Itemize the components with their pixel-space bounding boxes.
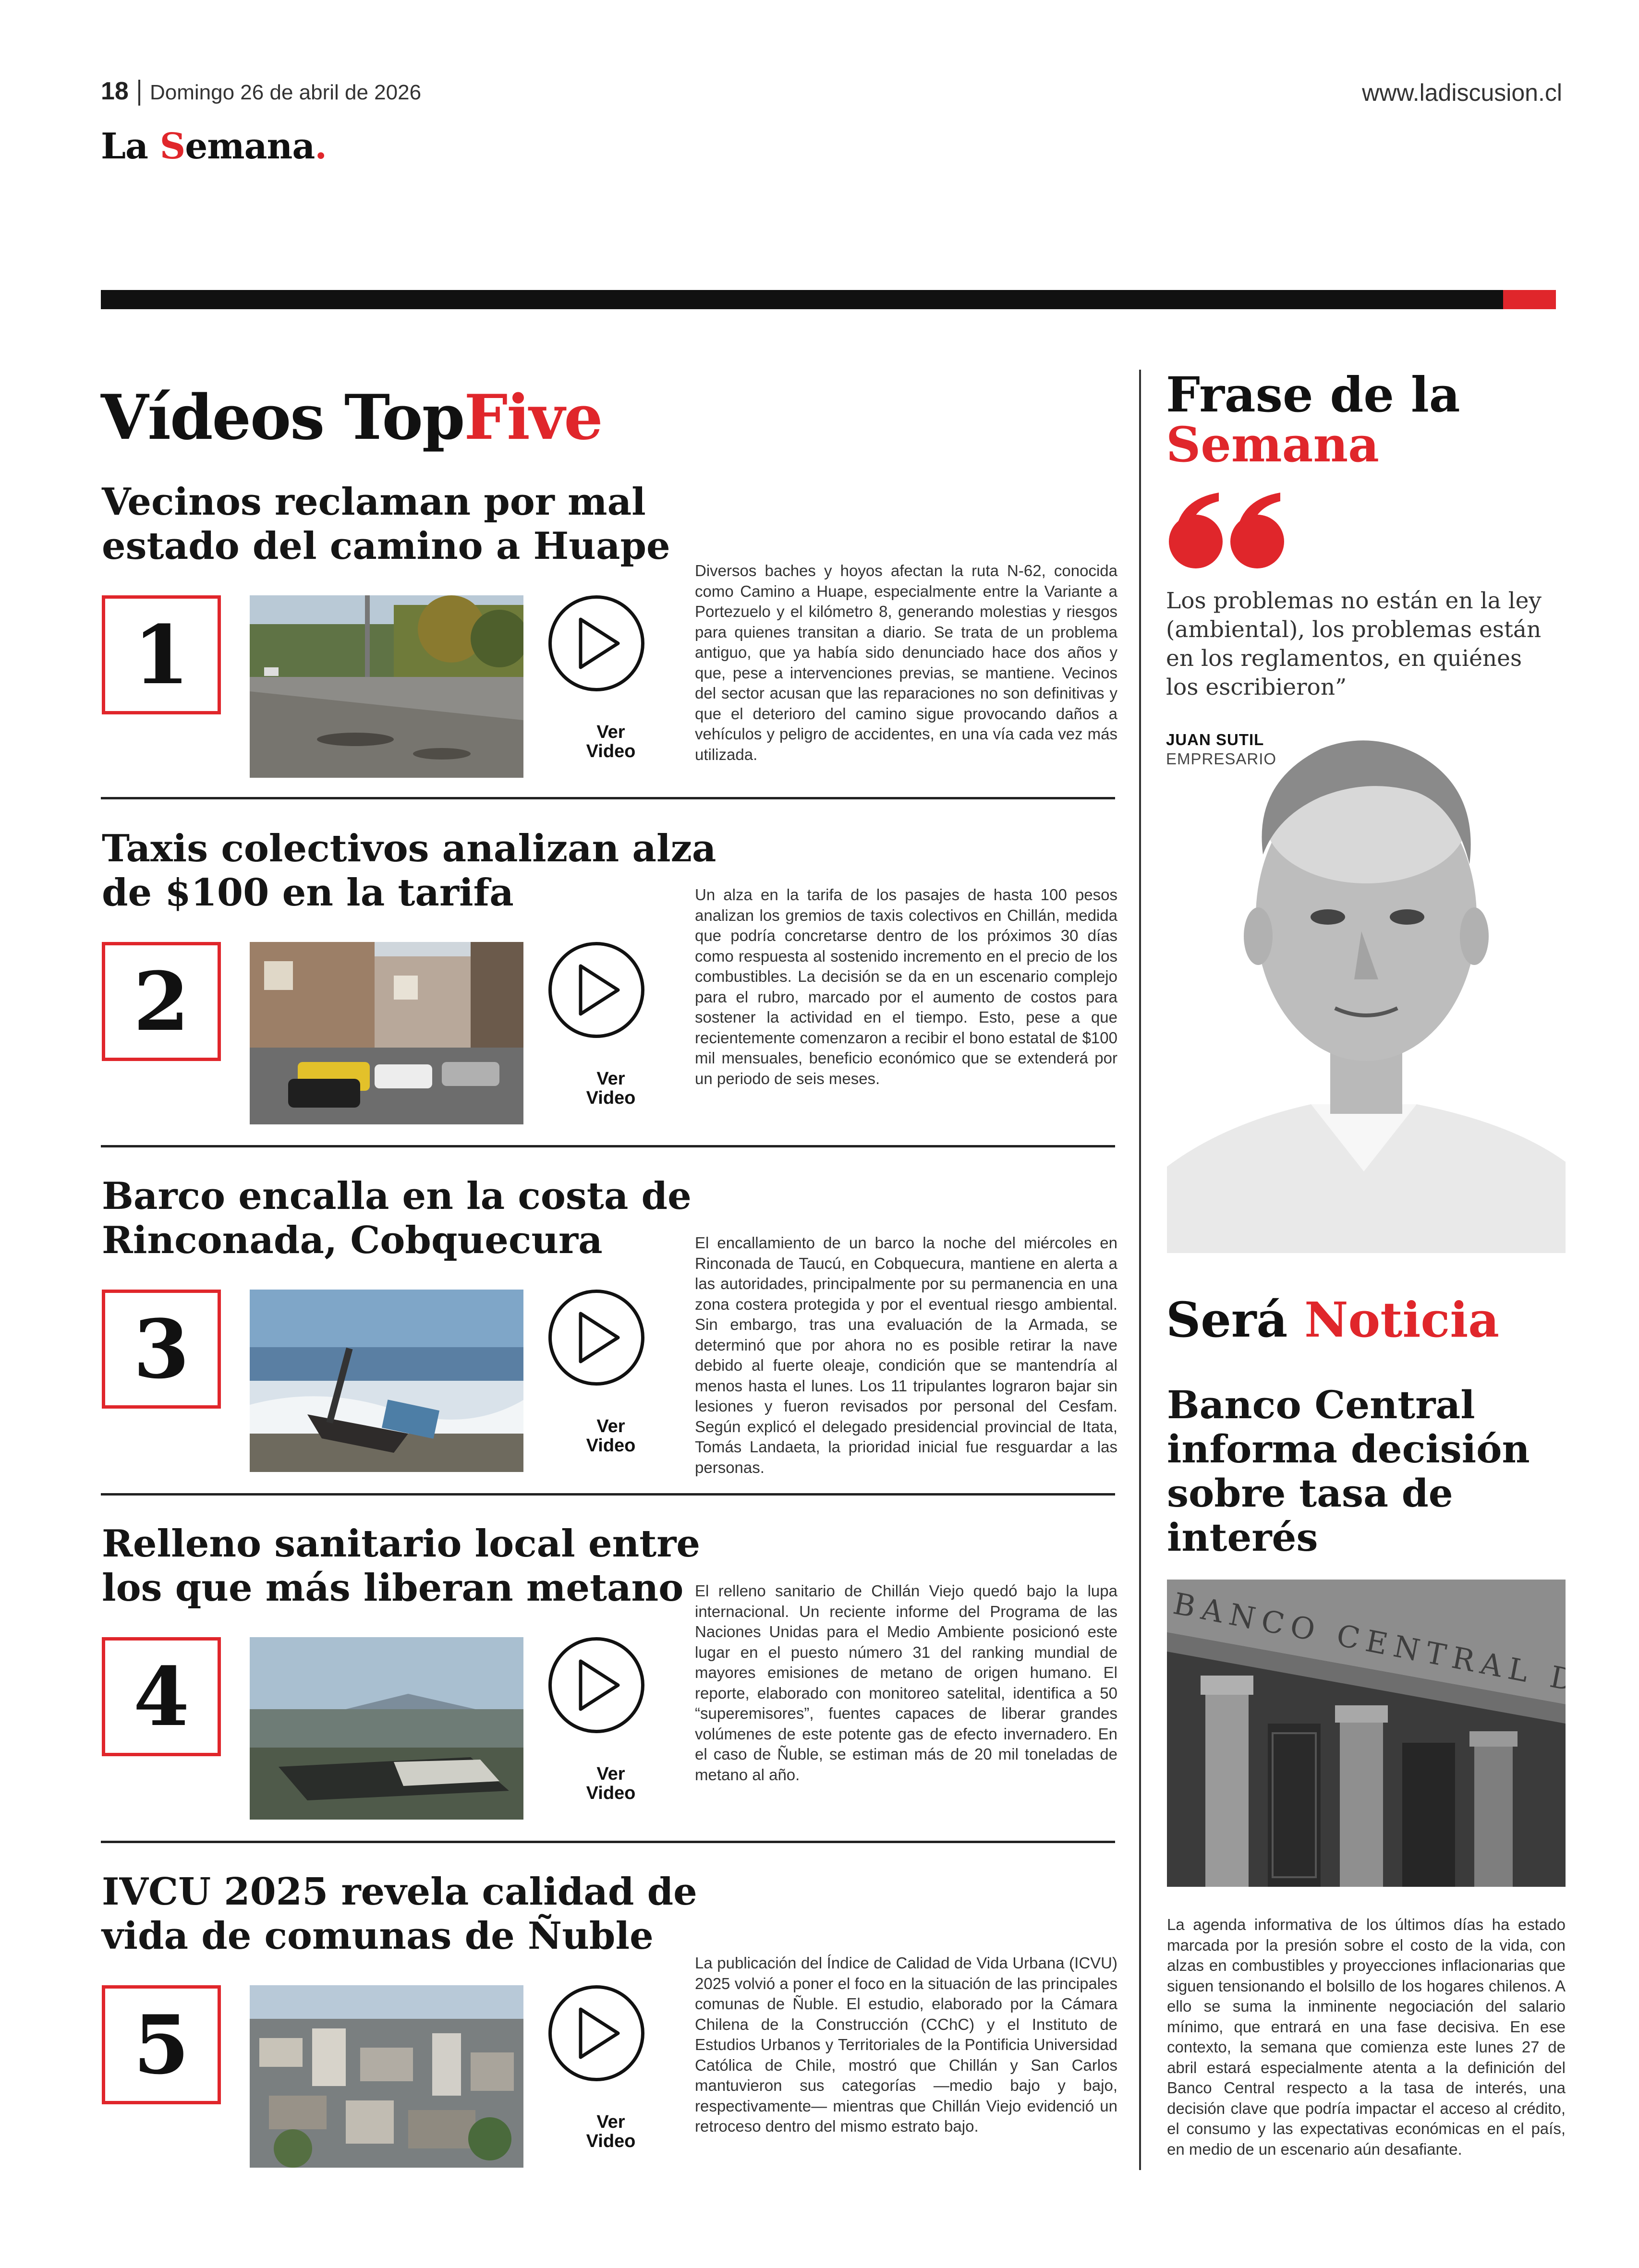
item-4-number: 4	[102, 1637, 221, 1756]
item-3-play-button[interactable]	[548, 1290, 644, 1386]
item-1-number: 1	[102, 595, 221, 714]
item-4-title: Relleno sanitario local entre los que más liberan metano	[102, 1522, 701, 1610]
header-divider	[138, 80, 140, 106]
item-2-number: 2	[102, 942, 221, 1061]
item-1-play-button[interactable]	[548, 595, 644, 691]
item-2-body: Un alza en la tarifa de los pasajes de hasta 100 pesos analizan los gremios de taxis colectivos en Chillán, medida que podría concretarse dentro de los próximos 30 días como respuesta al sostenido incremento en el precio de los combustibles. La decisión se da en un escenario complejo para el rubro, marcado por el aumento de costos para sostener la actividad en el tiempo. Esto, pese a que recientemente comenzaron a recibir el bono estatal de $100 mil mensuales, beneficio económico que se extenderá por un periodo de seis meses.	[695, 886, 1117, 1087]
item-3-number: 3	[102, 1290, 221, 1409]
play-icon	[570, 961, 623, 1019]
sera-noticia-title: Será Noticia	[1166, 1291, 1500, 1348]
item-5-number: 5	[102, 1985, 221, 2104]
item-5-watch-label[interactable]: Ver Video	[586, 2112, 636, 2151]
item-separator	[101, 797, 1115, 799]
item-5-body: La publicación del Índice de Calidad de Vida Urbana (ICVU) 2025 volvió a poner el foco en la situación de las principales comunas de Ñuble. El estudio, elaborado por la Cámara Chilena de la Construcción (CChC) y el Instituto de Estudios Urbanos y Territoriales de la Pontificia Universidad Católica de Chile, mostró que Chillán y San Carlos mantuvieron sus categorías —medio bajo y bajo, respectivamente— mientras que Chillán Viejo evidenció un retroceso dentro del mismo estrato bajo.	[695, 1954, 1117, 2135]
play-icon	[570, 2004, 623, 2062]
portrait-photo	[1167, 711, 1566, 1253]
sera-noticia-body: La agenda informativa de los últimos días ha estado marcada por la presión sobre el costo de la vida, con alzas en combustibles y proyecciones inflacionarias que siguen tensionando el bolsillo de los hogares chilenos. A ello se suma la inminente negociación del salario mínimo, que entrará en una fase decisiva. En ese contexto, la semana que comienza este lunes 27 de abril estará especialmente atenta a la definición del Banco Central respecto a la tasa de interés, una decisión clave que podría impactar el acceso al crédito, el consumo y las expectativas económicas en el país, en medio de un escenario aún desafiante.	[1167, 1916, 1566, 2158]
topfive-title: Vídeos TopFive	[101, 382, 602, 454]
issue-date: Domingo 26 de abril de 2026	[150, 81, 422, 104]
quote-author-role: EMPRESARIO	[1166, 750, 1277, 768]
sera-noticia-headline: Banco Central informa decisión sobre tasa de interés	[1167, 1382, 1530, 1560]
play-icon	[570, 1309, 623, 1366]
item-4-watch-label[interactable]: Ver Video	[586, 1764, 636, 1803]
frase-title: Frase de la Semana	[1166, 366, 1460, 473]
play-icon	[570, 1656, 623, 1714]
quote-text: Los problemas no están en la ley (ambiental), los problemas están en los reglamentos, en quiénes los escribieron”	[1166, 588, 1542, 700]
item-5-photo	[250, 1985, 523, 2168]
quote-mark-icon	[1166, 490, 1291, 574]
item-separator	[101, 1145, 1115, 1147]
item-2-watch-label[interactable]: Ver Video	[586, 1069, 636, 1108]
item-2-play-button[interactable]	[548, 942, 644, 1038]
section-rule	[101, 290, 1503, 309]
item-4-body: El relleno sanitario de Chillán Viejo quedó bajo la lupa internacional. Un reciente informe del Programa de las Naciones Unidas para el Medio Ambiente posicionó este lugar en el puesto número 31 del ranking mundial de mayores emisiones de metano de origen humano. El reporte, elaborado con monitoreo satelital, identifica a 50 “superemisores”, fuentes capaces de liberar grandes volúmenes de este potente gas de efecto invernadero. En el caso de Ñuble, se estiman más de 20 mil toneladas de metano al año.	[695, 1582, 1117, 1784]
item-5-title: IVCU 2025 revela calidad de vida de comunas de Ñuble	[102, 1870, 697, 1958]
central-bank-photo	[1167, 1580, 1566, 1887]
item-separator	[101, 1841, 1115, 1843]
item-1-body: Diversos baches y hoyos afectan la ruta N-62, conocida como Camino a Huape, especialmente entre la Variante a Portezuelo y el kilómetro 8, generando molestias y riesgos para quienes transitan a diario. Se trata de un problema antiguo, que ya había sido denunciado hace dos años y que, pese a intervenciones previas, se mantiene. Vecinos del sector acusan que las reparaciones no son definitivas y que el deterioro del camino sigue provocando daños a vehículos y peligro de accidentes, en una vía cada vez más utilizada.	[695, 562, 1117, 763]
item-separator	[101, 1493, 1115, 1496]
item-2-title: Taxis colectivos analizan alza de $100 en la tarifa	[102, 827, 716, 915]
section-rule-accent	[1503, 290, 1556, 309]
play-icon	[570, 615, 623, 672]
column-divider	[1139, 370, 1141, 2170]
item-1-photo	[250, 595, 523, 778]
item-3-photo	[250, 1290, 523, 1472]
website-link[interactable]: www.ladiscusion.cl	[1362, 79, 1562, 106]
item-3-title: Barco encalla en la costa de Rinconada, Cobquecura	[102, 1174, 692, 1262]
item-5-play-button[interactable]	[548, 1985, 644, 2081]
item-4-play-button[interactable]	[548, 1637, 644, 1733]
item-1-title: Vecinos reclaman por mal estado del camino a Huape	[102, 480, 670, 568]
item-2-photo	[250, 942, 523, 1124]
section-name: La Semana.	[101, 126, 327, 167]
item-1-watch-label[interactable]: Ver Video	[586, 722, 636, 761]
quote-author: JUAN SUTIL	[1166, 731, 1264, 748]
item-3-body: El encallamiento de un barco la noche del miércoles en Rinconada de Taucú, en Cobquecura, mantiene en alerta a las autoridades, principalmente por su permanencia en una zona costera protegida y por el eventual riesgo ambiental. Sin embargo, tras una evaluación de la Armada, se determinó que por ahora no es posible retirar la nave debido al fuerte oleaje, condición que se mantendría al menos hasta el lunes. Los 11 tripulantes lograron bajar sin lesiones y fueron revisados por personal del Cesfam. Según explicó el delegado presidencial provincial de Itata, Tomás Landaeta, la prioridad inicial fue resguardar a las personas.	[695, 1234, 1117, 1476]
item-4-photo	[250, 1637, 523, 1820]
item-3-watch-label[interactable]: Ver Video	[586, 1416, 636, 1456]
page-number: 18	[101, 77, 129, 105]
